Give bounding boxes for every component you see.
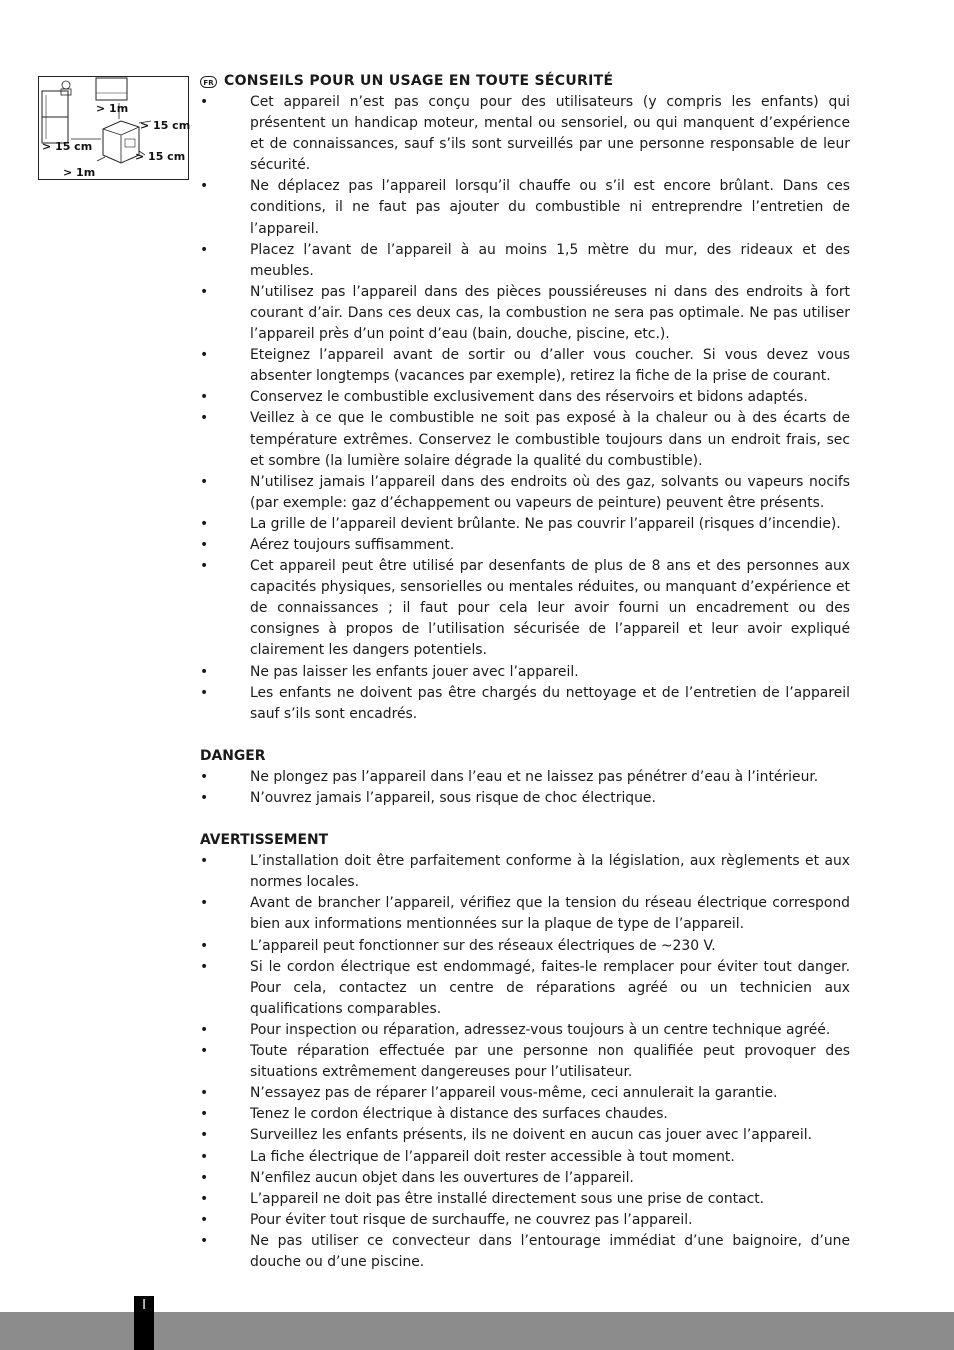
list-item: • Ne plongez pas l’appareil dans l’eau et ne laissez pas pénétrer d’eau à l’intérieur. <box>200 767 850 788</box>
list-item: • N’ouvrez jamais l’appareil, sous risque de choc électrique. <box>200 788 850 809</box>
list-item: • Ne pas laisser les enfants jouer avec l’appareil. <box>200 662 850 683</box>
list-item: • Tenez le cordon électrique à distance des surfaces chaudes. <box>200 1104 850 1125</box>
list-item: • Pour inspection ou réparation, adressez-vous toujours à un centre technique agréé. <box>200 1020 850 1041</box>
warning-title: AVERTISSEMENT <box>200 832 329 849</box>
list-item: • Veillez à ce que le combustible ne soit pas exposé à la chaleur ou à des écarts de température extrêmes. Conservez le combustible toujours dans un endroit frais, sec et sombre (la lumière solaire dégrade la qualité du combustible). <box>200 408 850 471</box>
dim-label-top: > 1m <box>96 102 129 115</box>
list-item: • Aérez toujours suffisamment. <box>200 535 850 556</box>
clearance-diagram <box>38 76 189 180</box>
list-item: • Toute réparation effectuée par une personne non qualifiée peut provoquer des situations extrêmement dangereuses pour l’utilisateur. <box>200 1041 850 1083</box>
list-item: • N’essayez pas de réparer l’appareil vous-même, ceci annulerait la garantie. <box>200 1083 850 1104</box>
dim-label-left: > 15 cm <box>42 140 93 153</box>
list-item: • Placez l’avant de l’appareil à au moins 1,5 mètre du mur, des rideaux et des meubles. <box>200 240 850 282</box>
page-tab <box>134 1296 154 1350</box>
list-item: • N’utilisez jamais l’appareil dans des endroits où des gaz, solvants ou vapeurs nocifs (par exemple: gaz d’échappement ou vapeurs de peinture) peuvent être présents. <box>200 472 850 514</box>
warning-list <box>200 851 850 1273</box>
list-item: • Si le cordon électrique est endommagé, faites-le remplacer pour éviter tout danger. Pour cela, contactez un centre de réparations agréé ou un technicien aux qualifications comparables. <box>200 957 850 1020</box>
danger-title: DANGER <box>200 747 266 764</box>
list-item: • Conservez le combustible exclusivement dans des réservoirs et bidons adaptés. <box>200 387 850 408</box>
language-badge: FR <box>200 76 217 88</box>
list-item: • L’appareil ne doit pas être installé directement sous une prise de contact. <box>200 1189 850 1210</box>
list-item: • N’utilisez pas l’appareil dans des pièces poussiéreuses ni dans des endroits à fort courant d’air. Dans ces deux cas, la combustion ne sera pas optimale. Ne pas utiliser l’appareil près d’un point d’eau (bain, douche, piscine, etc.). <box>200 282 850 345</box>
list-item: • La fiche électrique de l’appareil doit rester accessible à tout moment. <box>200 1147 850 1168</box>
list-item: • Ne pas utiliser ce convecteur dans l’entourage immédiat d’une baignoire, d’une douche ou d’une piscine. <box>200 1231 850 1273</box>
list-item: • Eteignez l’appareil avant de sortir ou d’aller vous coucher. Si vous devez vous absenter longtemps (vacances par exemple), retirez la fiche de la prise de courant. <box>200 345 850 387</box>
list-item: • L’appareil peut fonctionner sur des réseaux électriques de ~230 V. <box>200 936 850 957</box>
list-item: • La grille de l’appareil devient brûlante. Ne pas couvrir l’appareil (risques d’incendie). <box>200 514 850 535</box>
list-item: • N’enfilez aucun objet dans les ouvertures de l’appareil. <box>200 1168 850 1189</box>
danger-list <box>200 767 850 809</box>
list-item: • Avant de brancher l’appareil, vérifiez que la tension du réseau électrique correspond bien aux informations mentionnées sur la plaque de type de l’appareil. <box>200 893 850 935</box>
list-item: • Pour éviter tout risque de surchauffe, ne couvrez pas l’appareil. <box>200 1210 850 1231</box>
list-item: • Ne déplacez pas l’appareil lorsqu’il chauffe ou s’il est encore brûlant. Dans ces conditions, il ne faut pas ajouter du combustible ni entreprendre l’entretien de l’appareil. <box>200 176 850 239</box>
document-body <box>200 71 850 1273</box>
list-item: • Cet appareil peut être utilisé par desenfants de plus de 8 ans et des personnes aux capacités physiques, sensorielles ou mentales réduites, ou manquant d’expérience et de connaissances ; il faut pour cela leur avoir fourni un encadrement ou des consignes à propos de l’utilisation sécurisée de l’appareil et leur avoir expliqué clairement les dangers potentiels. <box>200 556 850 661</box>
page-number: I <box>142 1298 146 1313</box>
list-item: • Cet appareil n’est pas conçu pour des utilisateurs (y compris les enfants) qui présentent un handicap moteur, mental ou sensoriel, ou qui manquent d’expérience et de connaissances, sauf s’ils sont surveillés par une personne responsable de leur sécurité. <box>200 92 850 176</box>
list-item: • Surveillez les enfants présents, ils ne doivent en aucun cas jouer avec l’appareil. <box>200 1125 850 1146</box>
dim-label-right-upper: > 15 cm <box>140 119 191 132</box>
list-item: • Les enfants ne doivent pas être chargés du nettoyage et de l’entretien de l’appareil sauf s’ils sont encadrés. <box>200 683 850 725</box>
dim-label-right-lower: > 15 cm <box>135 150 186 163</box>
list-item: • L’installation doit être parfaitement conforme à la législation, aux règlements et aux normes locales. <box>200 851 850 893</box>
safety-list <box>200 92 850 725</box>
section-heading <box>200 71 850 92</box>
page-title: CONSEILS POUR UN USAGE EN TOUTE SÉCURITÉ <box>224 72 614 89</box>
dim-label-front: > 1m <box>63 166 96 179</box>
